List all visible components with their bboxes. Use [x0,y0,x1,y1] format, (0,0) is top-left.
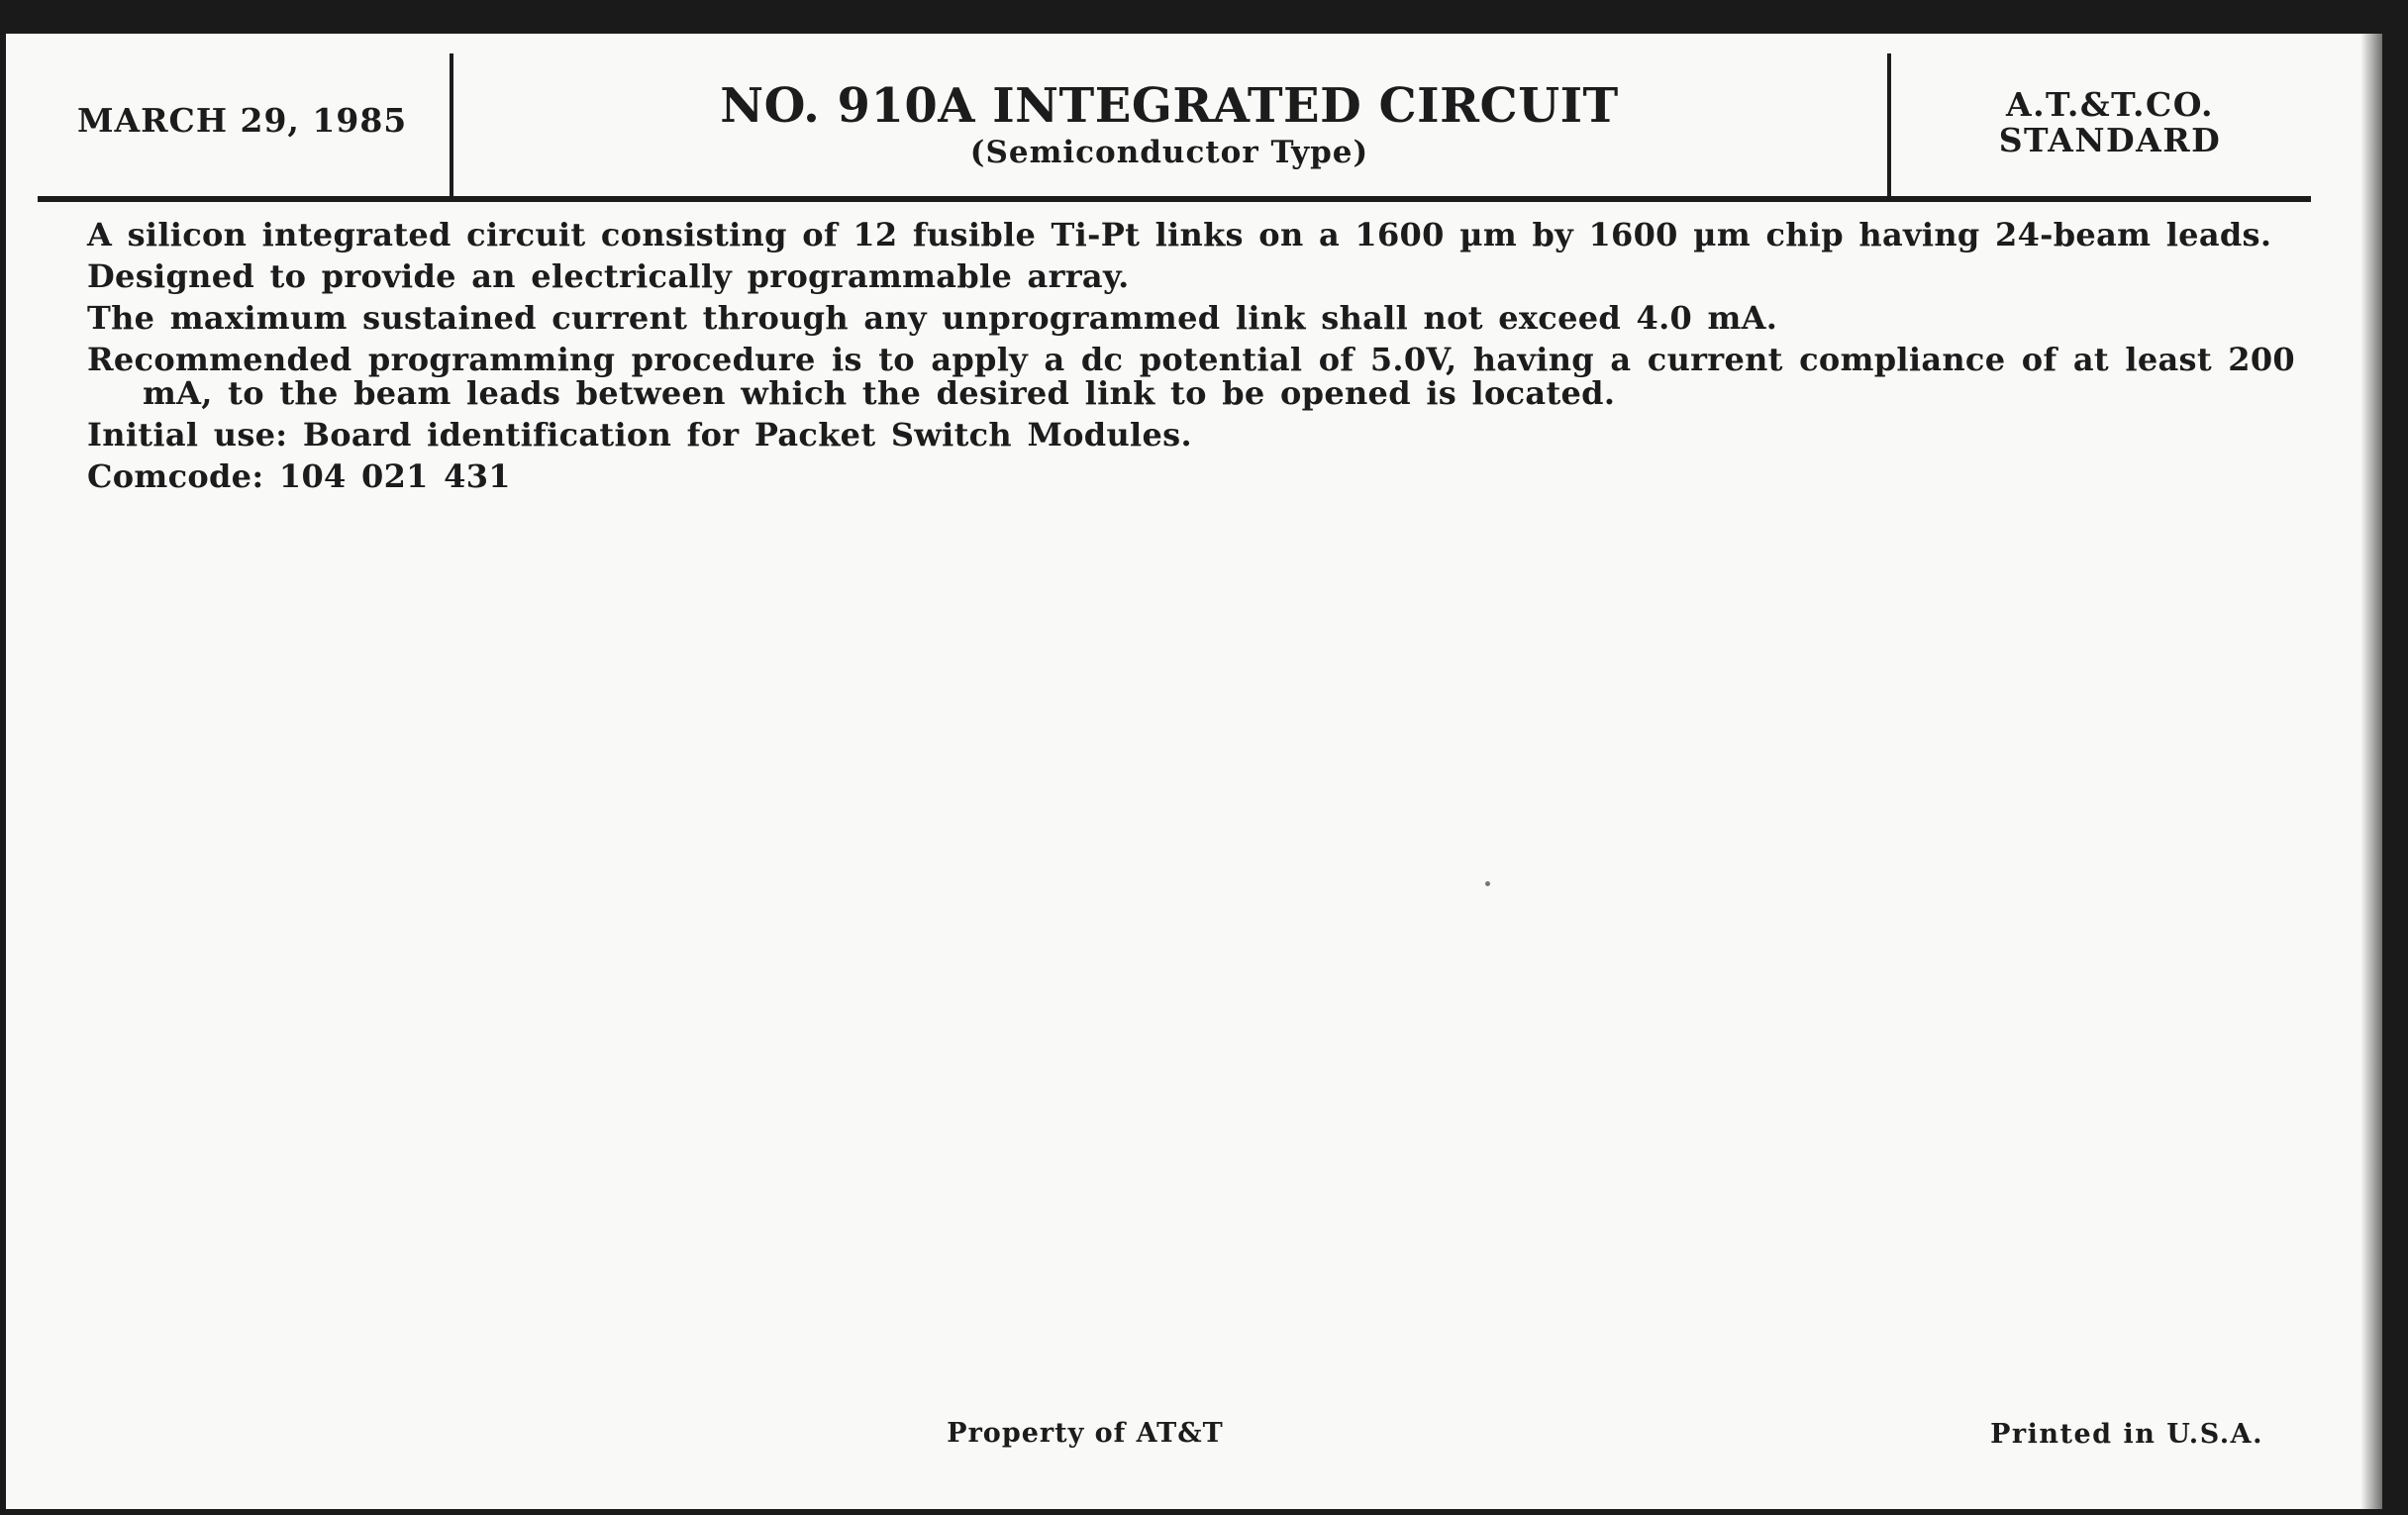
header-divider-right [1887,53,1891,200]
document-title: NO. 910A INTEGRATED CIRCUIT [720,78,1619,134]
standard-label-line2: STANDARD [1998,121,2222,159]
card-edge-shadow [2360,34,2382,1509]
header-divider-left [450,53,453,200]
comcode: Comcode: 104 021 431 [87,457,511,495]
standard-label-line1: A.T.&T.CO. [2005,85,2215,124]
header-rule [38,196,2311,202]
document-subtitle: (Semiconductor Type) [969,135,1369,170]
standard-card [6,34,2382,1509]
description-paragraph: Initial use: Board identification for Packet Switch Modules. [87,416,1192,454]
printed-notice: Printed in U.S.A. [1990,1419,2263,1450]
description-paragraph: Designed to provide an electrically programmable array. [87,257,1130,295]
paper-speck [1485,881,1490,886]
description-paragraph: A silicon integrated circuit consisting of 12 fusible Ti-Pt links on a 1600 µm by 1600 µm chip having 24-beam leads. [87,216,2272,253]
standard-label [1907,87,2313,158]
description-paragraph: Recommended programming procedure is to apply a dc potential of 5.0V, having a current compliance of at least 200 mA, to the beam leads between which the desired link to be opened is located. [87,341,2295,412]
description-body [87,218,2295,501]
property-notice: Property of AT&T [947,1418,1224,1449]
issue-date: MARCH 29, 1985 [77,101,408,140]
description-paragraph: The maximum sustained current through any unprogrammed link shall not exceed 4.0 mA. [87,299,1778,337]
